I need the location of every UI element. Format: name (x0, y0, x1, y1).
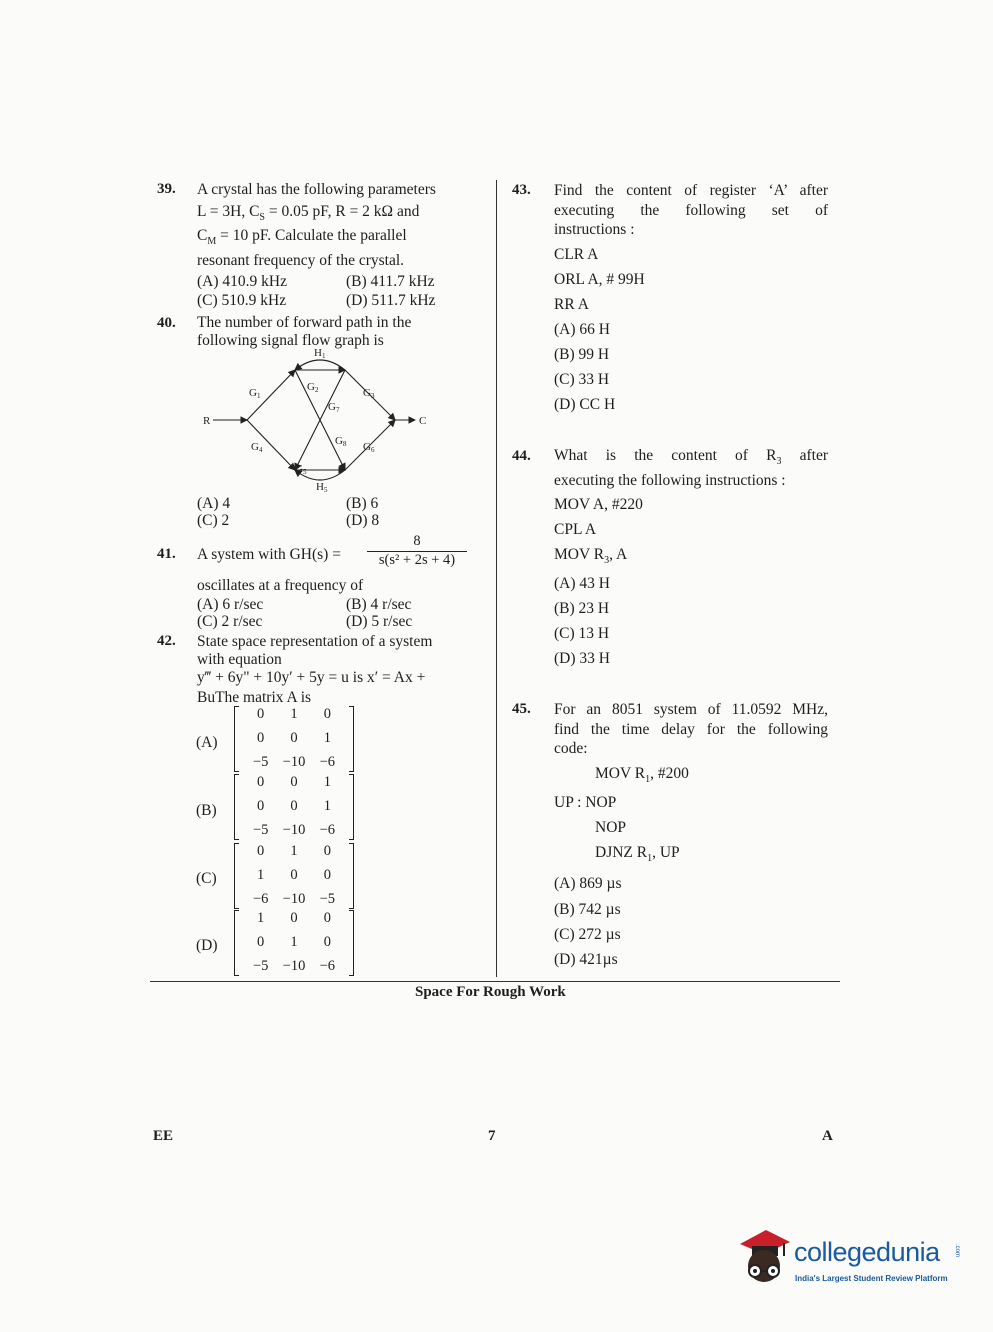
rough-work-label: Space For Rough Work (415, 984, 566, 1000)
q45-number: 45. (512, 701, 531, 717)
q43-line1: Find the content of register ‘A’ after (554, 182, 828, 199)
q43-line3: instructions : (554, 221, 635, 238)
q39-line2: L = 3H, $C_S = 0.05$ pF, R = 2 kΩ and (197, 203, 420, 224)
q44-option-b: (B) 23 H (554, 600, 610, 617)
q42-number: 42. (157, 633, 176, 649)
node-r-label: R (203, 415, 211, 427)
q41-number: 41. (157, 546, 176, 562)
logo-com: .com (954, 1244, 960, 1258)
q45-line2: find the time delay for the following (554, 721, 828, 738)
q43-option-d: (D) CC H (554, 396, 616, 413)
q39-option-a: (A) 410.9 kHz (197, 273, 287, 290)
q42-line1: State space representation of a system (197, 633, 433, 650)
label-g6: G6 (363, 441, 375, 454)
q41-option-d: (D) 5 r/sec (346, 613, 413, 630)
q41-option-b: (B) 4 r/sec (346, 596, 412, 613)
q41-numerator: 8 (367, 533, 467, 552)
q43-option-b: (B) 99 H (554, 346, 610, 363)
q44-line2: executing the following instructions : (554, 472, 786, 489)
footer-subject-code: EE (153, 1128, 174, 1144)
q45-code-2: UP : NOP (554, 794, 617, 811)
q40-option-d: (D) 8 (346, 512, 380, 529)
q41-option-a: (A) 6 r/sec (197, 596, 264, 613)
logo-tagline: India's Largest Student Review Platform (795, 1274, 948, 1283)
q39-line3: $C_M = 10$ pF. Calculate the parallel (197, 227, 407, 248)
q40-option-b: (B) 6 (346, 495, 379, 512)
label-h1: H1 (314, 347, 326, 360)
q42-option-b-label: (B) (196, 802, 217, 819)
q45-code-4: DJNZ $R_1$, UP (595, 844, 680, 865)
q44-option-a: (A) 43 H (554, 575, 610, 592)
q41-option-c: (C) 2 r/sec (197, 613, 263, 630)
q42-line4: BuThe matrix A is (197, 689, 312, 706)
q45-option-d: (D) 421µs (554, 951, 618, 968)
q42-matrix-c: 0 1 0 1 0 0 −6 −10 −5 (234, 843, 354, 909)
q43-number: 43. (512, 182, 531, 198)
label-g2: G2 (307, 381, 319, 394)
label-g5: G5 (295, 463, 307, 476)
q45-line1: For an 8051 system of 11.0592 MHz, (554, 701, 828, 718)
signal-flow-graph (195, 344, 435, 496)
q40-line1: The number of forward path in the (197, 314, 412, 331)
q45-option-a: (A) 869 µs (554, 875, 622, 892)
q43-code-2: ORL A, # 99H (554, 271, 645, 288)
q45-option-b: (B) 742 µs (554, 901, 621, 918)
q42-matrix-a: 0 1 0 0 0 1 −5 −10 −6 (234, 706, 354, 772)
q43-code-1: CLR A (554, 246, 599, 263)
q39-option-d: (D) 511.7 kHz (346, 292, 436, 309)
label-g7: G7 (328, 401, 340, 414)
q44-option-d: (D) 33 H (554, 650, 610, 667)
q42-line3: y‴ + 6y" + 10y′ + 5y = u is x′ = Ax + (197, 669, 426, 686)
q41-transfer-function (367, 533, 467, 569)
q43-option-c: (C) 33 H (554, 371, 610, 388)
q44-code-2: CPL A (554, 521, 597, 538)
q40-option-a: (A) 4 (197, 495, 231, 512)
q39-option-b: (B) 411.7 kHz (346, 273, 435, 290)
q44-code-1: MOV A, #220 (554, 496, 643, 513)
node-c-label: C (419, 415, 427, 427)
q45-code-3: NOP (595, 819, 627, 836)
q42-matrix-b: 0 0 1 0 0 1 −5 −10 −6 (234, 774, 354, 840)
q42-option-d-label: (D) (196, 937, 218, 954)
q43-code-3: RR A (554, 296, 589, 313)
q41-denominator: s(s² + 2s + 4) (378, 552, 456, 568)
q40-number: 40. (157, 315, 176, 331)
label-g3: G3 (363, 387, 375, 400)
q39-number: 39. (157, 181, 176, 197)
q42-option-a-label: (A) (196, 734, 218, 751)
q40-line2: following signal flow graph is (197, 332, 384, 349)
q39-line4: resonant frequency of the crystal. (197, 252, 405, 269)
q42-line2: with equation (197, 651, 282, 668)
q39-line1: A crystal has the following parameters (197, 181, 436, 198)
footer-set-code: A (822, 1128, 833, 1144)
q43-line2: executing the following set of (554, 202, 828, 219)
q41-line2: oscillates at a frequency of (197, 577, 364, 594)
label-g4: G4 (251, 441, 263, 454)
q43-option-a: (A) 66 H (554, 321, 610, 338)
rough-work-rule (150, 981, 840, 982)
logo-wordmark: collegedunia (794, 1237, 940, 1267)
q44-option-c: (C) 13 H (554, 625, 610, 642)
q45-option-c: (C) 272 µs (554, 926, 621, 943)
edge-h1 (295, 360, 345, 370)
q44-number: 44. (512, 448, 531, 464)
q44-code-3: MOV $R_3$, A (554, 546, 628, 567)
q39-option-c: (C) 510.9 kHz (197, 292, 287, 309)
q42-matrix-d: 1 0 0 0 1 0 −5 −10 −6 (234, 910, 354, 976)
q41-line1: A system with GH(s) = (197, 546, 341, 563)
footer-page-number: 7 (488, 1128, 496, 1144)
q45-line3: code: (554, 740, 588, 757)
label-h2: H5 (316, 481, 328, 494)
column-divider (496, 180, 497, 977)
collegedunia-mascot-icon (736, 1226, 792, 1286)
label-g1: G1 (249, 387, 261, 400)
label-g8: G8 (335, 435, 347, 448)
q42-option-c-label: (C) (196, 870, 217, 887)
q44-line1: What is the content of $R_3$ after (554, 447, 829, 468)
q45-code-1: MOV $R_1$, #200 (595, 765, 689, 786)
q40-option-c: (C) 2 (197, 512, 230, 529)
